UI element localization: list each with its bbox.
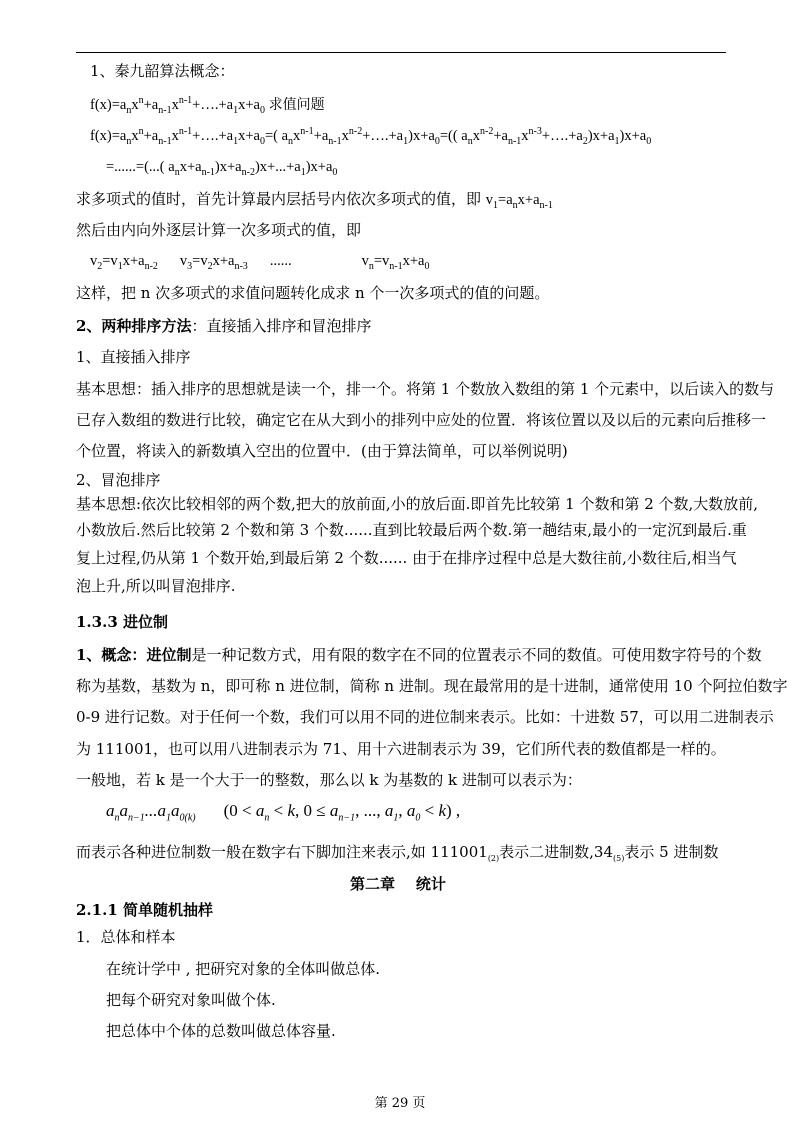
insert-p3: 个位置，将读入的新数填入空出的位置中．(由于算法简单，可以举例说明)	[76, 442, 568, 460]
qjs-desc1	[76, 190, 553, 209]
sort-heading-bold: 2、两种排序方法	[76, 317, 192, 335]
chapter-s3: 把总体中个体的总数叫做总体容量.	[106, 1022, 336, 1040]
formula-f1-suffix: 求值问题	[268, 97, 325, 113]
bubble-p4: 泡上升,所以叫冒泡排序.	[76, 577, 236, 595]
radix-heading: 1.3.3 进位制	[76, 613, 168, 631]
insert-title: 1、直接插入排序	[76, 348, 191, 366]
radix-p6-sub2: (5)	[613, 854, 625, 863]
formula-f2: $f(x)=a_nx^n+a_{n-1}x^{n-1}+\dots.+a_1x+a_0=$( $a_nx^{n-1}+a_{n-1}x^{n-2}+\dots.+a_1)x+a_0=$(( $a_nx^{n-2}+a_{n-1}x^{n-3}+\dots.+a_2)x+a_1)x+a_0$	[90, 126, 652, 147]
qjs-v1: $v_1=a_nx+a_{n-1}$	[485, 192, 553, 211]
formula-f1: $f(x)=a_nx^n+a_{n-1}x^{n-1}+\dots.+a_1x+a_0$ 求值问题	[90, 95, 325, 116]
radix-p6-sub1: (2)	[487, 854, 500, 863]
radix-p6-a: 而表示各种进位制数一般在数字右下脚加注来表示,如 111001	[76, 843, 488, 861]
bubble-p1: 基本思想:依次比较相邻的两个数,把大的放前面,小的放后面.即首先比较第 1 个数和第 2 个数,大数放前,	[76, 495, 759, 513]
bubble-p3: 复上过程,仍从第 1 个数开始,到最后第 2 个数...... 由于在排序过程中总是大数往前,小数往后,相当气	[76, 549, 737, 567]
qjs-title: 1、秦九韶算法概念：	[90, 62, 235, 80]
qjs-desc1-text: 求多项式的值时，首先计算最内层括号内依次多项式的值，即	[76, 190, 482, 208]
radix-p6	[76, 843, 718, 861]
sort-heading-rest: ：直接插入排序和冒泡排序	[191, 317, 372, 335]
formula-f3-dots: =......=(...(	[106, 159, 165, 175]
chapter-title: 第二章 统计	[350, 875, 446, 893]
formula-f3: =......=(...( $a_nx+a_{n-1})x+a_{n-2})x+...+a_1)x+a_0$	[106, 159, 338, 178]
sort-heading	[76, 317, 371, 335]
insert-p2: 已存入数组的数进行比较，确定它在从大到小的排列中应处的位置．将该位置以及以后的元素向后推移一	[76, 411, 767, 429]
radix-formula: $a_na_{n-1}...a_1a_{0(k)}$ ($0 < a_n < k$, $0 \le a_{n-1}$, ..., $a_1$, $a_0 < k$) ,	[106, 801, 461, 824]
bubble-p2: 小数放后.然后比较第 2 个数和第 3 个数......直到比较最后两个数.第一趟结束,最小的一定沉到最后.重	[76, 521, 747, 539]
qjs-desc2: 然后由内向外逐层计算一次多项式的值，即	[76, 221, 362, 239]
radix-p5: 一般地，若 k 是一个大于一的整数，那么以 k 为基数的 k 进制可以表示为：	[76, 771, 582, 789]
qjs-desc3: 这样，把 n 次多项式的求值问题转化成求 n 个一次多项式的值的问题。	[76, 284, 550, 302]
radix-concept-label: 1、概念：	[76, 646, 147, 664]
radix-concept-term: 进位制	[146, 646, 192, 664]
radix-p2: 称为基数，基数为 n，即可称 n 进位制，简称 n 进制。现在最常用的是十进制，通常使用 10 个阿拉伯数字	[76, 677, 788, 695]
chapter-item1: 1．总体和样本	[76, 928, 176, 946]
radix-p4: 为 111001，也可以用八进制表示为 71、用十六进制表示为 39，它们所代表的数值都是一样的。	[76, 740, 726, 758]
page-number: 第 29 页	[374, 1096, 426, 1111]
section-heading: 2.1.1 简单随机抽样	[76, 901, 213, 919]
bubble-title: 2、冒泡排序	[76, 471, 161, 489]
radix-p3: 0-9 进行记数。对于任何一个数，我们可以用不同的进位制来表示。比如：十进数 57，可以用二进制表示	[76, 708, 774, 726]
qjs-ellipsis: ......	[269, 253, 292, 269]
qjs-v-list: $v_2=v_1x+a_{n-2}$ $v_3=v_2x+a_{n-3}$ ...... $v_n=v_{n-1}x+a_0$	[90, 253, 430, 272]
insert-p1: 基本思想：插入排序的思想就是读一个，排一个。将第 1 个数放入数组的第 1 个元素中，以后读入的数与	[76, 380, 775, 398]
radix-p1	[76, 646, 761, 664]
radix-p6-b: 表示二进制数,34	[499, 843, 614, 861]
radix-p1-text: 是一种记数方式，用有限的数字在不同的位置表示不同的数值。可使用数字符号的个数	[191, 646, 762, 664]
radix-p6-c: 表示 5 进制数	[624, 843, 719, 861]
chapter-s2: 把每个研究对象叫做个体.	[106, 991, 276, 1009]
header-rule	[76, 52, 726, 53]
formula-f2-eq: =((	[439, 128, 458, 144]
chapter-s1: 在统计学中 , 把研究对象的全体叫做总体.	[106, 960, 381, 978]
